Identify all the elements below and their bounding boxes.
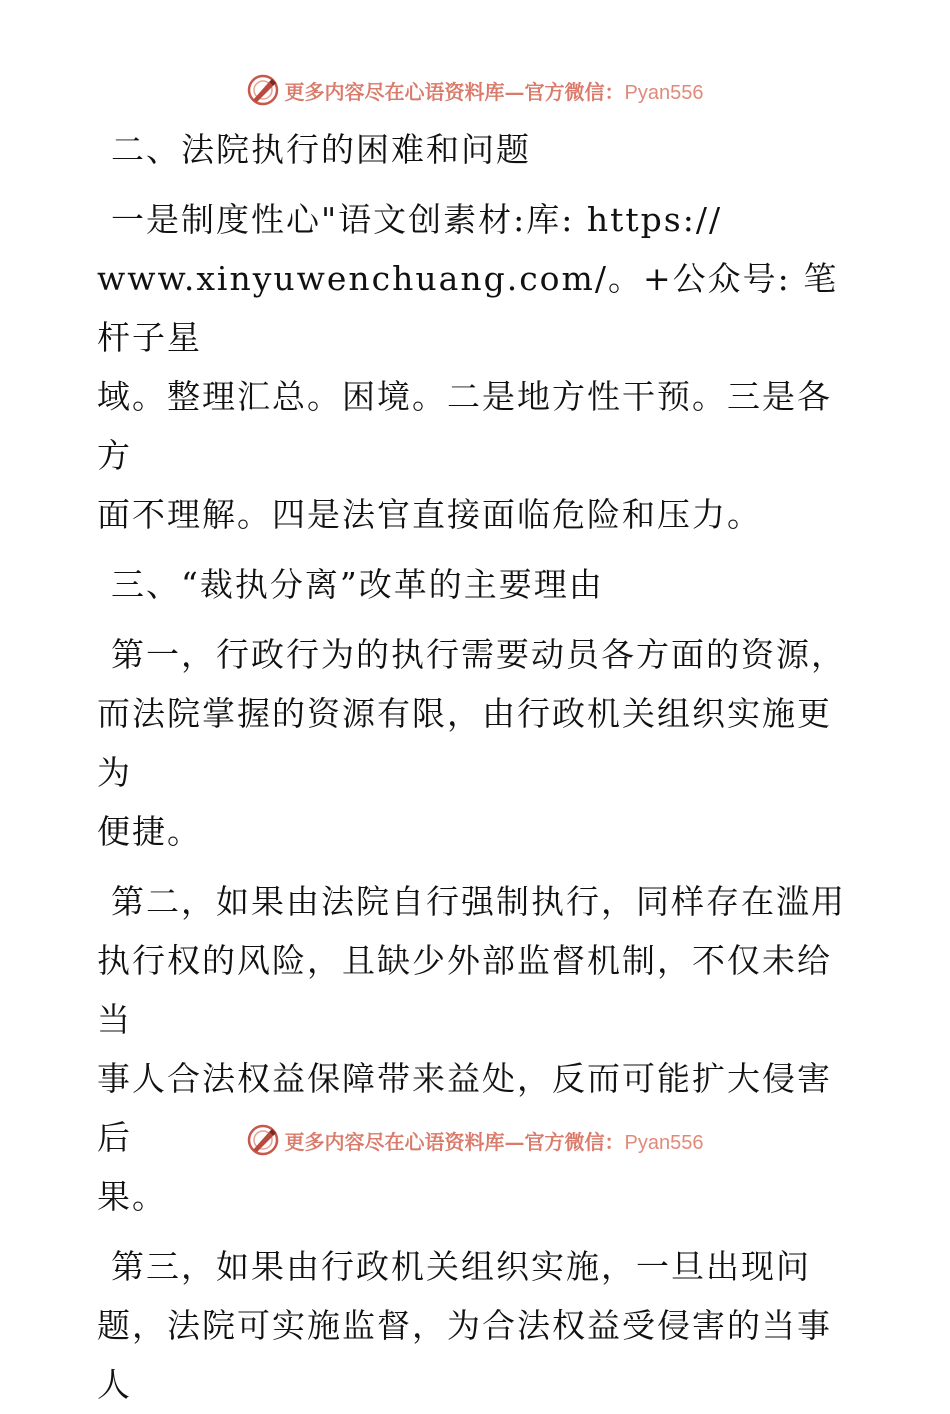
reason3-line1: 第三，如果由行政机关组织实施，一旦出现问 bbox=[111, 1247, 811, 1286]
watermark-text bbox=[285, 1126, 704, 1155]
document-body bbox=[97, 115, 857, 1414]
watermark-label: 更多内容尽在心语资料库—官方微信： bbox=[284, 1129, 625, 1154]
reason2-line4: 果。 bbox=[97, 1177, 167, 1216]
reason2-line3: 事人合法权益保障带来益处，反而可能扩大侵害后 bbox=[97, 1059, 832, 1157]
footer-watermark bbox=[0, 1120, 950, 1160]
section-heading-3: 三、“裁执分离”改革的主要理由 bbox=[111, 565, 604, 604]
para1-line2: www.xinyuwenchuang.com/。+公众号: 笔杆子星 bbox=[97, 259, 839, 357]
reason1-line3: 便捷。 bbox=[97, 812, 202, 851]
watermark-text bbox=[285, 76, 704, 105]
para1-line3: 域。整理汇总。困境。二是地方性干预。三是各方 bbox=[97, 377, 832, 475]
reason2-line1: 第二，如果由法院自行强制执行，同样存在滥用 bbox=[111, 882, 846, 921]
reason2-line2: 执行权的风险，且缺少外部监督机制，不仅未给当 bbox=[97, 941, 832, 1039]
pen-logo-icon bbox=[247, 74, 279, 106]
para1-line1: 一是制度性心"语文创素材:库: https:// bbox=[111, 200, 723, 239]
wechat-id: Pyan556 bbox=[624, 81, 704, 104]
reason1-line2: 而法院掌握的资源有限，由行政机关组织实施更为 bbox=[97, 694, 832, 792]
watermark-label: 更多内容尽在心语资料库—官方微信： bbox=[284, 79, 625, 104]
pen-logo-icon bbox=[247, 1124, 279, 1156]
wechat-id: Pyan556 bbox=[624, 1131, 704, 1154]
section-heading-2: 二、法院执行的困难和问题 bbox=[111, 130, 531, 169]
reason1-line1: 第一，行政行为的执行需要动员各方面的资源， bbox=[111, 635, 846, 674]
header-watermark bbox=[0, 70, 950, 110]
reason3-line2: 题，法院可实施监督，为合法权益受侵害的当事人 bbox=[97, 1306, 832, 1404]
para1-line4: 面不理解。四是法官直接面临危险和压力。 bbox=[97, 495, 762, 534]
